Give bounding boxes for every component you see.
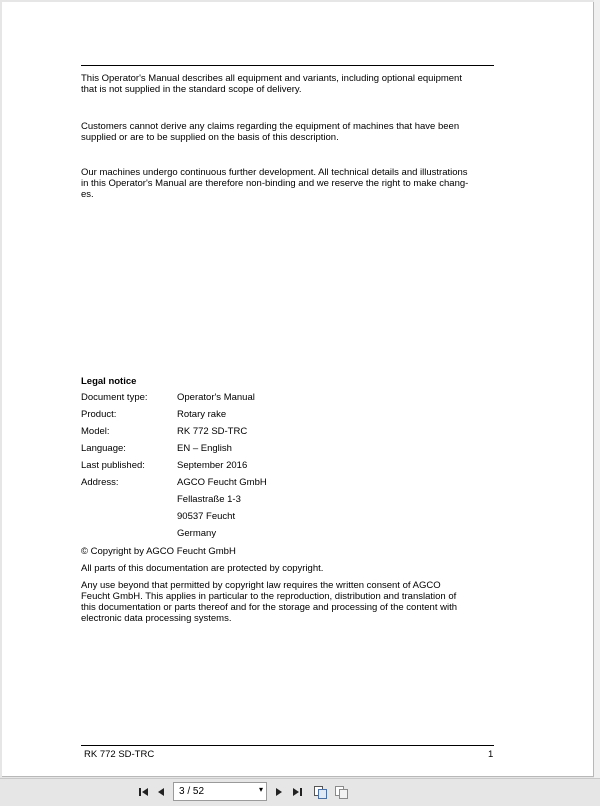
legal-label: Document type: xyxy=(81,392,148,403)
navigation-toolbar xyxy=(0,778,600,806)
legal-notice-heading: Legal notice xyxy=(81,376,137,387)
copyright-protection-line: All parts of this documentation are protected by copyright. xyxy=(81,563,324,574)
address-street: Fellastraße 1-3 xyxy=(177,494,241,505)
header-rule xyxy=(81,65,494,66)
claims-paragraph xyxy=(81,121,496,143)
address-city: 90537 Feucht xyxy=(177,511,236,522)
legal-value: Rotary rake xyxy=(177,409,227,420)
paragraph-line: This Operator's Manual describes all equipment and variants, including optional equipment xyxy=(81,73,462,84)
paragraph-line: es. xyxy=(81,189,94,200)
vertical-scrollbar[interactable] xyxy=(594,0,600,778)
paragraph-line: this documentation or parts thereof and for the storage and processing of the content with xyxy=(81,602,458,613)
page-indicator: 3 / 52 xyxy=(179,786,205,797)
footer-page-number: 1 xyxy=(488,749,494,760)
next-page-icon[interactable] xyxy=(271,784,287,800)
address-country: Germany xyxy=(177,528,217,539)
legal-label: Model: xyxy=(81,426,110,437)
footer-model: RK 772 SD-TRC xyxy=(84,749,155,760)
development-paragraph xyxy=(81,167,496,200)
legal-value: AGCO Feucht GmbH xyxy=(177,477,267,488)
legal-label: Language: xyxy=(81,443,126,454)
scope-paragraph xyxy=(81,73,496,95)
two-page-view-icon[interactable] xyxy=(333,784,349,800)
paragraph-line: that is not supplied in the standard scope of delivery. xyxy=(81,84,302,95)
copyright-line: © Copyright by AGCO Feucht GmbH xyxy=(81,546,236,557)
document-page xyxy=(2,2,594,777)
paragraph-line: Customers cannot derive any claims regarding the equipment of machines that have been xyxy=(81,121,460,132)
legal-value: Operator's Manual xyxy=(177,392,255,403)
first-page-icon[interactable] xyxy=(136,784,152,800)
paragraph-line: electronic data processing systems. xyxy=(81,613,232,624)
usage-paragraph xyxy=(81,580,496,624)
single-page-view-icon[interactable] xyxy=(312,784,328,800)
paragraph-line: Feucht GmbH. This applies in particular to the reproduction, distribution and translation of xyxy=(81,591,457,602)
legal-value: September 2016 xyxy=(177,460,248,471)
chevron-down-icon: ▾ xyxy=(258,785,263,794)
paragraph-line: supplied or are to be supplied on the basis of this description. xyxy=(81,132,339,143)
paragraph-line: Our machines undergo continuous further development. All technical details and illustrations xyxy=(81,167,468,178)
footer-rule xyxy=(81,745,494,746)
legal-value: EN – English xyxy=(177,443,232,454)
legal-label: Address: xyxy=(81,477,119,488)
paragraph-line: in this Operator's Manual are therefore non-binding and we reserve the right to make chang- xyxy=(81,178,469,189)
page-number-select[interactable] xyxy=(173,782,267,801)
previous-page-icon[interactable] xyxy=(153,784,169,800)
paragraph-line: Any use beyond that permitted by copyright law requires the written consent of AGCO xyxy=(81,580,441,591)
legal-value: RK 772 SD-TRC xyxy=(177,426,248,437)
legal-label: Last published: xyxy=(81,460,145,471)
legal-label: Product: xyxy=(81,409,117,420)
last-page-icon[interactable] xyxy=(289,784,305,800)
